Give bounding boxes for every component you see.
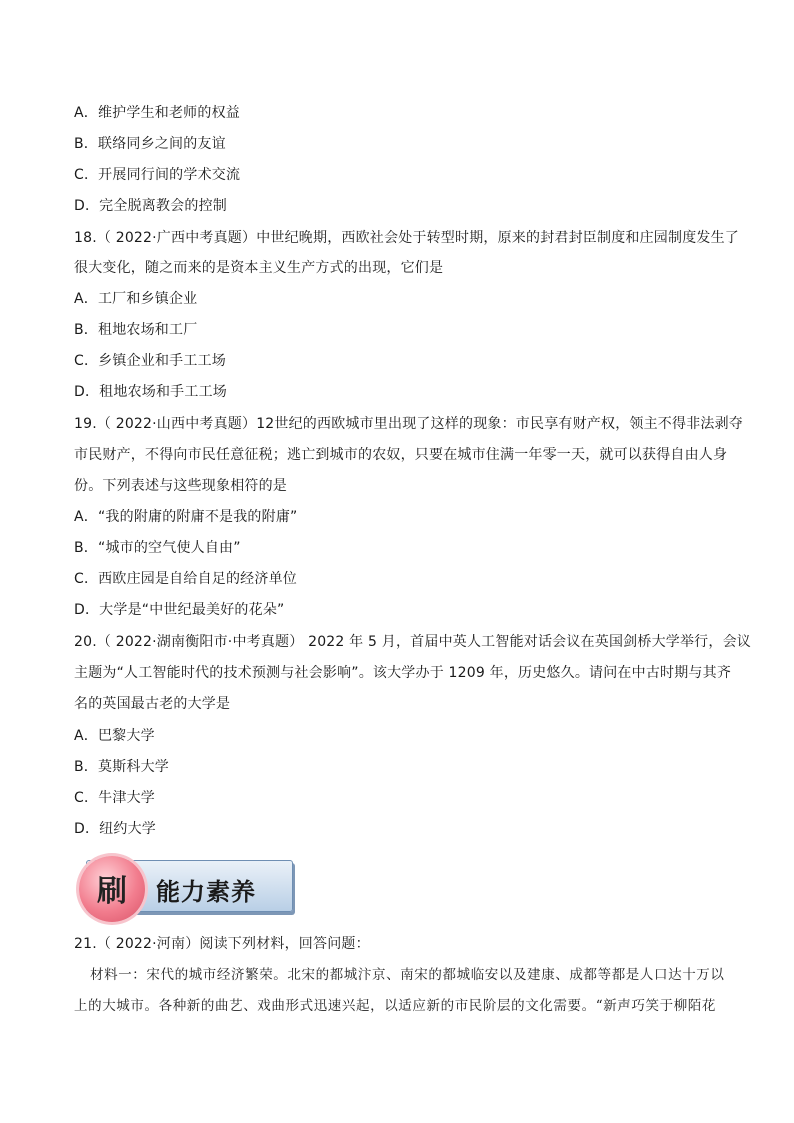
q21-material-line1: 材料一：宋代的城市经济繁荣。北宋的都城汴京、南宋的都城临安以及建康、成都等都是人口达十万以 bbox=[90, 967, 725, 983]
q21-stem: 21.（ 2022·河南）阅读下列材料，回答问题： bbox=[74, 936, 370, 952]
section-banner bbox=[76, 858, 292, 914]
section-banner-title: 能力素养 bbox=[156, 877, 256, 906]
q20-option-c: C．牛津大学 bbox=[74, 790, 155, 806]
q18-option-b: B．租地农场和工厂 bbox=[74, 322, 198, 338]
q20-stem-line2: 主题为“人工智能时代的技术预测与社会影响”。该大学办于 1209 年，历史悠久。请问在中古时期与其齐 bbox=[74, 665, 732, 681]
q18-option-c: C．乡镇企业和手工工场 bbox=[74, 353, 226, 369]
q17-option-a: A．维护学生和老师的权益 bbox=[74, 105, 240, 121]
q20-stem-line3: 名的英国最古老的大学是 bbox=[74, 696, 231, 712]
q19-option-d: D．大学是“中世纪最美好的花朵” bbox=[74, 602, 285, 618]
q18-option-d: D．租地农场和手工工场 bbox=[74, 384, 227, 400]
q20-option-d: D．纽约大学 bbox=[74, 821, 156, 837]
q20-option-a: A．巴黎大学 bbox=[74, 728, 155, 744]
q17-option-c: C．开展同行间的学术交流 bbox=[74, 167, 241, 183]
q18-option-a: A．工厂和乡镇企业 bbox=[74, 291, 198, 307]
q17-option-d: D．完全脱离教会的控制 bbox=[74, 198, 227, 214]
q19-option-b: B．“城市的空气使人自由” bbox=[74, 540, 241, 556]
q21-material-line2: 上的大城市。各种新的曲艺、戏曲形式迅速兴起，以适应新的市民阶层的文化需要。“新声巧笑于柳陌花 bbox=[74, 998, 716, 1014]
q17-option-b: B．联络同乡之间的友谊 bbox=[74, 136, 226, 152]
q19-stem-line1: 19.（ 2022·山西中考真题）12世纪的西欧城市里出现了这样的现象：市民享有财产权，领主不得非法剥夺 bbox=[74, 416, 744, 432]
q18-stem-line1: 18.（ 2022·广西中考真题）中世纪晚期，西欧社会处于转型时期，原来的封君封臣制度和庄园制度发生了 bbox=[74, 230, 739, 246]
q19-stem-line3: 份。下列表述与这些现象相符的是 bbox=[74, 478, 287, 494]
section-banner-char: 刷 bbox=[97, 874, 127, 909]
q18-stem-line2: 很大变化，随之而来的是资本主义生产方式的出现，它们是 bbox=[74, 260, 444, 276]
q19-option-a: A．“我的附庸的附庸不是我的附庸” bbox=[74, 509, 298, 525]
q19-stem-line2: 市民财产，不得向市民任意征税；逃亡到城市的农奴，只要在城市住满一年零一天，就可以获得自由人身 bbox=[74, 447, 728, 463]
q19-option-c: C．西欧庄园是自给自足的经济单位 bbox=[74, 571, 297, 587]
q20-option-b: B．莫斯科大学 bbox=[74, 759, 170, 775]
q20-stem-line1: 20.（ 2022·湖南衡阳市·中考真题） 2022 年 5 月，首届中英人工智能对话会议在英国剑桥大学举行，会议 bbox=[74, 634, 751, 650]
